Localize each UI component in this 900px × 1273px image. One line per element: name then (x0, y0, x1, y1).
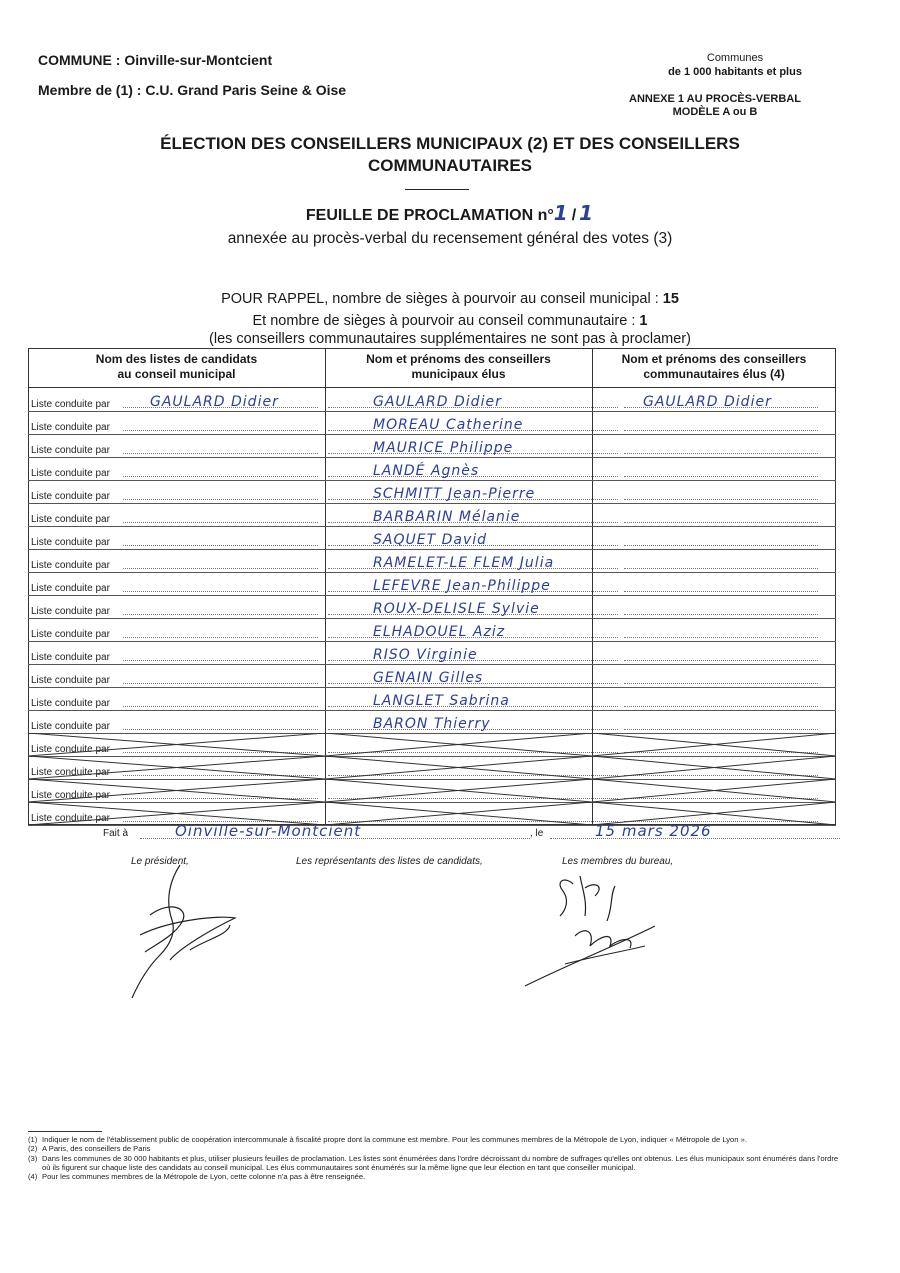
row-dotted-line (624, 522, 818, 523)
row-label: Liste conduite par (31, 606, 110, 617)
row-dotted-line (123, 522, 318, 523)
row-dotted-line (123, 430, 318, 431)
row-label: Liste conduite par (31, 652, 110, 663)
row-dotted-line (624, 683, 818, 684)
municipal-elected-name: RISO Virginie (373, 647, 478, 663)
municipal-elected-name: LANDÉ Agnès (373, 463, 480, 479)
col-header-communautaire (592, 352, 836, 382)
row-label: Liste conduite par (31, 744, 110, 755)
row-dotted-line (123, 683, 318, 684)
table-row (28, 550, 836, 573)
election-title-line2: COMMUNAUTAIRES (367, 156, 532, 175)
footnote-item (28, 1135, 842, 1144)
col-header-municipal-line1: Nom et prénoms des conseillers (366, 352, 551, 366)
municipal-elected-name: RAMELET-LE FLEM Julia (373, 555, 555, 571)
communes-line2: de 1 000 habitants et plus (668, 66, 802, 78)
footnote-item (28, 1154, 842, 1173)
row-label: Liste conduite par (31, 445, 110, 456)
col-header-communautaire-line1: Nom et prénoms des conseillers (621, 352, 807, 366)
row-label: Liste conduite par (31, 790, 110, 801)
feuille-title (0, 201, 900, 225)
rappel-line3: (les conseillers communautaires supplémentaires ne sont pas à proclamer) (209, 331, 691, 347)
row-dotted-line (123, 591, 318, 592)
row-dotted-line (123, 660, 318, 661)
rappel-line1 (0, 291, 900, 307)
row-dotted-line (624, 499, 818, 500)
row-label: Liste conduite par (31, 514, 110, 525)
table-row (28, 481, 836, 504)
row-dotted-line (123, 729, 318, 730)
table-row (28, 527, 836, 550)
communes-line1: Communes (706, 52, 764, 64)
membre-value: C.U. Grand Paris Seine & Oise (145, 82, 347, 98)
row-dotted-line (624, 614, 818, 615)
row-label: Liste conduite par (31, 675, 110, 686)
footnote-rule (28, 1131, 102, 1132)
row-dotted-line (123, 545, 318, 546)
row-dotted-line (624, 729, 818, 730)
row-dotted-line (624, 430, 818, 431)
fait-label: Fait à (103, 828, 129, 839)
table-row (28, 458, 836, 481)
footnote-text: Dans les communes de 30 000 habitants et plus, utiliser plusieurs feuilles de proclamation. Les listes sont énumérées dans l'ordre décroissant du nombre de suffrages qu'elles ont obtenus. Les élus municipaux sont énumérés dans l'ordre où ils figurent sur chaque liste des candidats au conseil municipal. Les élus communautaires sont énumérés sur la même ligne que leur élection en tant que conseiller municipal. (42, 1153, 839, 1172)
col-header-lists (28, 352, 325, 382)
municipal-elected-name: BARBARIN Mélanie (373, 509, 521, 525)
row-label: Liste conduite par (31, 491, 110, 502)
table-row (28, 412, 836, 435)
feuille-prefix: FEUILLE DE PROCLAMATION n° (305, 207, 554, 224)
row-dotted-line (123, 453, 318, 454)
row-dotted-line (624, 453, 818, 454)
rappel-municipal-value: 15 (662, 291, 679, 307)
footnote-item (28, 1172, 842, 1181)
annexee-text: annexée au procès-verbal du recensement général des votes (3) (227, 230, 673, 247)
row-label: Liste conduite par (31, 399, 110, 410)
table-row (28, 665, 836, 688)
municipal-elected-name: MAURICE Philippe (373, 440, 514, 456)
commune-label: COMMUNE (38, 52, 112, 68)
fait-place: Oinville-sur-Montcient (175, 822, 362, 840)
municipal-elected-name: ELHADOUEL Aziz (373, 624, 506, 640)
table-row (28, 389, 836, 412)
footnote-text: Pour les communes membres de la Métropole de Lyon, cette colonne n'a pas à être renseignée. (42, 1172, 366, 1182)
row-dotted-line (123, 568, 318, 569)
row-label: Liste conduite par (31, 560, 110, 571)
row-dotted-line (624, 637, 818, 638)
footnote-key: (2) (28, 1144, 38, 1154)
row-label: Liste conduite par (31, 629, 110, 640)
rappel-line2 (0, 313, 900, 329)
municipal-elected-name: MOREAU Catherine (373, 417, 524, 433)
fait-le-label: , le (530, 828, 544, 839)
row-label: Liste conduite par (31, 422, 110, 433)
crossed-rows-mark (28, 733, 836, 825)
col-header-municipal (325, 352, 592, 382)
municipal-elected-name: BARON Thierry (373, 716, 491, 732)
row-dotted-line (624, 568, 818, 569)
municipal-elected-name: SCHMITT Jean-Pierre (373, 486, 536, 502)
row-label: Liste conduite par (31, 721, 110, 732)
annexe-line2: MODÈLE A ou B (672, 106, 758, 118)
rappel-communautaire-text: Et nombre de sièges à pourvoir au conseil communautaire : (252, 313, 636, 329)
municipal-elected-name: LANGLET Sabrina (373, 693, 510, 709)
annexe-line1: ANNEXE 1 AU PROCÈS-VERBAL (629, 93, 801, 105)
row-dotted-line (624, 476, 818, 477)
title-divider (405, 189, 469, 190)
table-row (28, 642, 836, 665)
municipal-elected-name: GAULARD Didier (373, 394, 502, 410)
row-label: Liste conduite par (31, 767, 110, 778)
membre-label: Membre de (1) : (38, 82, 142, 98)
table-row (28, 435, 836, 458)
feuille-sep: / (571, 207, 577, 224)
feuille-num2: 1 (579, 201, 595, 225)
municipal-elected-name: GENAIN Gilles (373, 670, 484, 686)
row-dotted-line (123, 706, 318, 707)
footnote-key: (1) (28, 1135, 38, 1144)
commune-value: : Oinville-sur-Montcient (115, 52, 273, 68)
membre-line (38, 82, 346, 98)
commune-line (38, 52, 272, 68)
col-header-municipal-line2: municipaux élus (411, 367, 506, 381)
municipal-elected-name: ROUX-DELISLE Sylvie (373, 601, 540, 617)
table-row (28, 596, 836, 619)
table-row (28, 711, 836, 734)
fait-date: 15 mars 2026 (595, 822, 712, 840)
row-dotted-line (123, 614, 318, 615)
municipal-elected-name: LEFEVRE Jean-Philippe (373, 578, 551, 594)
list-head-name: GAULARD Didier (150, 394, 279, 410)
footnote-key: (4) (28, 1172, 38, 1182)
col-header-communautaire-line2: communautaires élus (4) (643, 367, 785, 381)
bureau-signature (515, 866, 665, 991)
row-label: Liste conduite par (31, 583, 110, 594)
president-signature (110, 860, 250, 1005)
table-row (28, 573, 836, 596)
row-label: Liste conduite par (31, 698, 110, 709)
header-separator (28, 387, 836, 388)
feuille-num1: 1 (553, 201, 569, 225)
row-dotted-line (624, 706, 818, 707)
footnote-key: (3) (28, 1153, 38, 1163)
footnotes (28, 1135, 842, 1181)
election-title-line1: ÉLECTION DES CONSEILLERS MUNICIPAUX (2) ET DES CONSEILLERS (160, 134, 740, 153)
col-header-lists-line2: au conseil municipal (117, 367, 236, 381)
table-row (28, 619, 836, 642)
membres-label: Les membres du bureau, (562, 856, 674, 867)
row-label: Liste conduite par (31, 468, 110, 479)
row-dotted-line (624, 591, 818, 592)
rappel-communautaire-value: 1 (639, 313, 648, 329)
table-row (28, 504, 836, 527)
footnote-text: A Paris, des conseillers de Paris (42, 1144, 151, 1154)
rappel-municipal-text: POUR RAPPEL, nombre de sièges à pourvoir au conseil municipal : (221, 291, 659, 307)
communautaire-elected-name: GAULARD Didier (643, 394, 772, 410)
footnote-item (28, 1144, 842, 1153)
col-header-lists-line1: Nom des listes de candidats (95, 352, 258, 366)
row-label: Liste conduite par (31, 537, 110, 548)
president-label: Le président, (131, 856, 189, 867)
row-dotted-line (624, 660, 818, 661)
row-dotted-line (123, 637, 318, 638)
footnote-text: Indiquer le nom de l'établissement public de coopération intercommunale à fiscalité propre dont la commune est membre. Pour les communes membres de la Métropole de Lyon, indiquer « Métropole de Lyon ». (42, 1135, 747, 1144)
representants-label: Les représentants des listes de candidats, (296, 856, 483, 867)
row-dotted-line (624, 545, 818, 546)
table-row (28, 688, 836, 711)
row-dotted-line (123, 476, 318, 477)
row-label: Liste conduite par (31, 813, 110, 824)
row-dotted-line (123, 499, 318, 500)
municipal-elected-name: SAQUET David (373, 532, 487, 548)
